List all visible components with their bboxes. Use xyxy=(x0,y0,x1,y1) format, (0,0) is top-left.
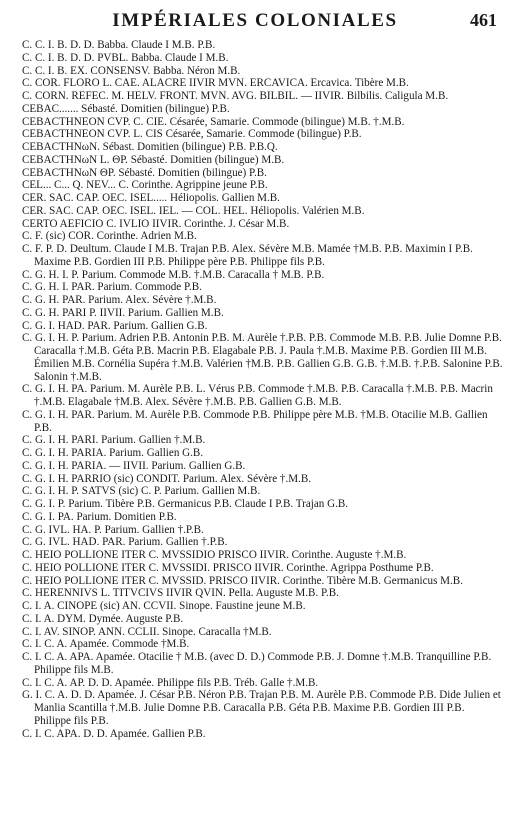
legend-list xyxy=(22,39,504,740)
legend-entry: C. G. I. HAD. PAR. Parium. Gallien G.B. xyxy=(22,319,208,332)
legend-entry: C. C. I. B. D. D. Babba. Claude I M.B. P.B. xyxy=(22,39,216,51)
legend-entry: C. I. AV. SINOP. ANN. CCLII. Sinope. Caracalla †M.B. xyxy=(22,625,272,638)
legend-entry: C. G. IVL. HAD. PAR. Parium. Gallien †.P.B. xyxy=(22,536,228,549)
legend-entry: C. G. I. H. PARIA. Parium. Gallien G.B. xyxy=(22,447,204,459)
legend-entry: CEL... C... Q. NEV... C. Corinthe. Agrippine jeune P.B. xyxy=(22,179,268,192)
legend-entry: C. G. I. H. P. Parium. Adrien P.B. Antonin P.B. M. Aurèle †.P.B. P.B. Commode M.B. P.B. Julie Domne P.B. Caracalla †.M.B. Géta P.B. Macrin P.B. Elagabale P.B. J. Paula †.M.B. Maxime P.B. Gordien III M.B. Émilien M.B. Cornélia Supéra †.M.B. Valérien †M.B. P.B. Gallien G.B. G.B. †.M.B. †.P.B. Salonine P.B. Salonin †.M.B. xyxy=(22,332,503,383)
legend-entry: CEBACTHNωN L. ΘP. Sébasté. Domitien (bilingue) M.B. xyxy=(22,153,285,166)
legend-entry: C. G. H. PARI P. IIVII. Parium. Gallien M.B. xyxy=(22,306,224,319)
legend-entry: CER. SAC. CAP. OEC. ISEL. IEL. — COL. HEL. Héliopolis. Valérien M.B. xyxy=(22,204,365,217)
legend-entry: CEBACTHNωN. Sébast. Domitien (bilingue) P.B. P.B.Q. xyxy=(22,141,278,153)
legend-entry: CER. SAC. CAP. OEC. ISEL..... Héliopolis. Gallien M.B. xyxy=(22,192,280,204)
legend-entry: C. G. IVL. HA. P. Parium. Gallien †.P.B. xyxy=(22,523,204,536)
legend-entry: C. I. A. DYM. Dymée. Auguste P.B. xyxy=(22,612,184,625)
legend-entry: CEBACTHNEON CVP. L. CIS Césarée, Samarie. Commode (bilingue) P.B. xyxy=(22,128,362,141)
legend-entry: C. C. I. B. EX. CONSENSV. Babba. Néron M.B. xyxy=(22,64,241,77)
legend-entry: C. G. H. PAR. Parium. Alex. Sévère †.M.B. xyxy=(22,294,217,306)
legend-entry: C. I. C. A. Apamée. Commode †M.B. xyxy=(22,638,190,651)
running-title: IMPÉRIALES COLONIALES xyxy=(112,10,398,31)
legend-entry: C. G. I. H. PA. Parium. M. Aurèle P.B. L. Vérus P.B. Commode †.M.B. P.B. Caracalla †.M.B. P.B. Macrin †.M.B. Elagabale †M.B. Alex. Sévère †.M.B. P.B. Gallien G.B. M.B. xyxy=(22,383,493,408)
legend-entry: C. I. C. A. APA. Apamée. Otacilie † M.B. (avec D. D.) Commode P.B. J. Domne †.M.B. Tranquilline P.B. Philippe fils M.B. xyxy=(22,651,492,676)
legend-entry: C. HEIO POLLIONE ITER C. MVSSIDIO PRISCO IIVIR. Corinthe. Auguste †.M.B. xyxy=(22,549,407,561)
page-header xyxy=(0,6,510,36)
legend-entry: C. I. A. CINOPE (sic) AN. CCVII. Sinope. Faustine jeune M.B. xyxy=(22,600,306,612)
legend-entry: C. CORN. REFEC. M. HELV. FRONT. MVN. AVG. BILBIL. — IIVIR. Bilbilis. Caligula M.B. xyxy=(22,90,449,102)
legend-entry: C. G. I. H. PARIA. — IIVII. Parium. Gallien G.B. xyxy=(22,459,246,472)
legend-entry: C. G. I. PA. Parium. Domitien P.B. xyxy=(22,510,177,523)
legend-entry: C. HEIO POLLIONE ITER C. MVSSIDI. PRISCO IIVIR. Corinthe. Agrippa Posthume P.B. xyxy=(22,561,434,574)
legend-entry: C. G. I. H. P. SATVS (sic) C. P. Parium. Gallien M.B. xyxy=(22,485,261,498)
page-number: 461 xyxy=(470,10,497,30)
legend-entry: C. G. H. I. PAR. Parium. Commode P.B. xyxy=(22,281,202,294)
legend-entry: CEBAC....... Sébasté. Domitien (bilingue) P.B. xyxy=(22,102,230,115)
legend-entry: C. G. I. P. Parium. Tibère P.B. Germanicus P.B. Claude I P.B. Trajan G.B. xyxy=(22,498,349,510)
legend-entry: C. I. C. A. AP. D. D. Apamée. Philippe fils P.B. Tréb. Galle †.M.B. xyxy=(22,676,319,689)
legend-entry: CERTO AEFICIO C. IVLIO IIVIR. Corinthe. J. César M.B. xyxy=(22,217,290,230)
legend-entry: C. F. P. D. Deultum. Claude I M.B. Trajan P.B. Alex. Sévère M.B. Mamée †M.B. P.B. Maximin I P.B. Maxime P.B. Gordien III P.B. Philippe père P.B. Philippe fils P.B. xyxy=(22,243,473,268)
legend-entry: C. HERENNIVS L. TITVCIVS IIVIR QVIN. Pella. Auguste M.B. P.B. xyxy=(22,587,339,600)
legend-entry: CEBACTHNEON CVP. C. CIE. Césarée, Samarie. Commode (bilingue) M.B. †.M.B. xyxy=(22,115,405,128)
legend-entry: C. I. C. APA. D. D. Apamée. Gallien P.B. xyxy=(22,727,206,740)
legend-entry: C. G. H. I. P. Parium. Commode M.B. †.M.B. Caracalla † M.B. P.B. xyxy=(22,268,325,281)
legend-entry: C. G. I. H. PAR. Parium. M. Aurèle P.B. Commode P.B. Philippe père M.B. †M.B. Otacilie M.B. Gallien P.B. xyxy=(22,408,488,434)
legend-entry: C. F. (sic) COR. Corinthe. Adrien M.B. xyxy=(22,230,197,243)
legend-entry: C. COR. FLORO L. CAE. ALACRE IIVIR MVN. ERCAVICA. Ercavica. Tibère M.B. xyxy=(22,77,409,90)
legend-entry: C. HEIO POLLIONE ITER C. MVSSID. PRISCO IIVIR. Corinthe. Tibère M.B. Germanicus M.B. xyxy=(22,574,463,587)
legend-entry: C. C. I. B. D. D. PVBL. Babba. Claude I M.B. xyxy=(22,51,229,64)
legend-entry: C. G. I. H. PARI. Parium. Gallien †.M.B. xyxy=(22,434,206,447)
legend-entry: CEBACTHNωN ΘP. Sébasté. Domitien (bilingue) P.B. xyxy=(22,166,267,179)
legend-entry: C. G. I. H. PARRIO (sic) CONDIT. Parium. Alex. Sévère †.M.B. xyxy=(22,472,312,485)
legend-entry: G. I. C. A. D. D. Apamée. J. César P.B. Néron P.B. Trajan P.B. M. Aurèle P.B. Commode P.B. Dide Julien et Manlia Scantilla †.M.B. Julie Domne P.B. Caracalla P.B. Géta P.B. Maxime P.B. Gordien III P.B. Philippe fils P.B. xyxy=(22,689,501,727)
